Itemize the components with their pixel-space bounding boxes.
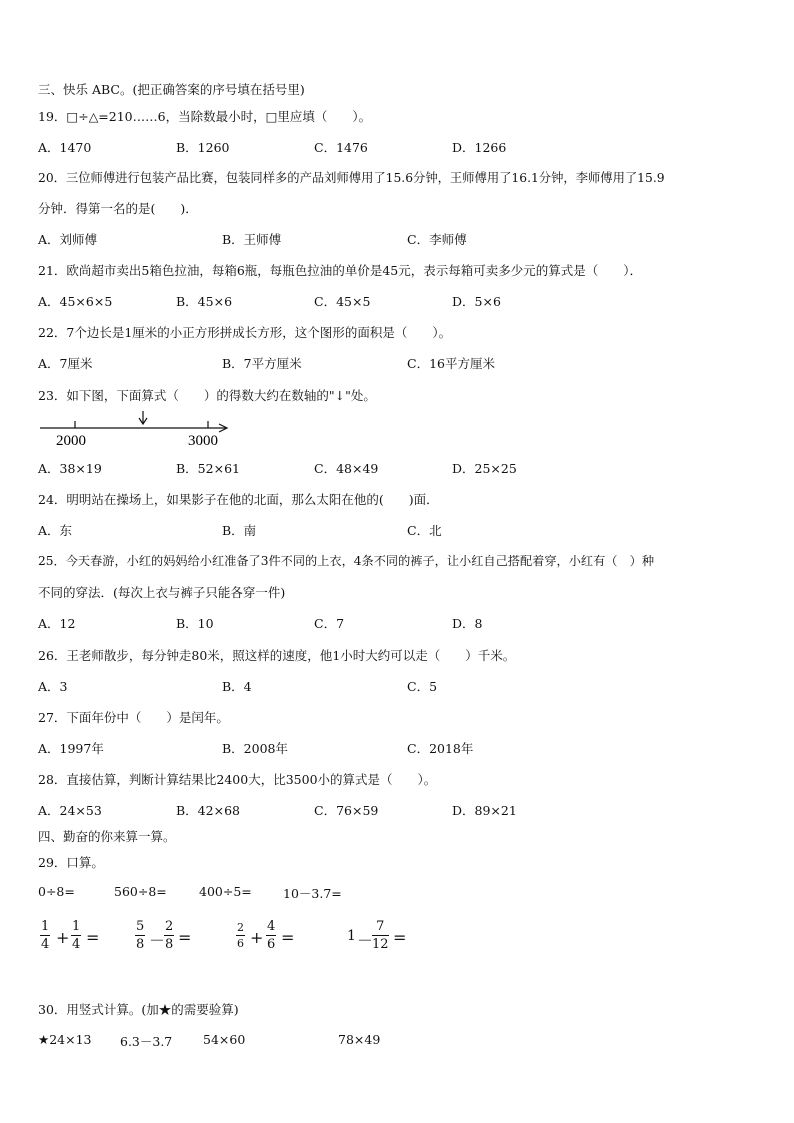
fraction-1-equals: =	[86, 928, 100, 947]
q20-option-c: C．李师傅	[407, 232, 467, 247]
vertical-calc-1: ★24×13	[38, 1032, 92, 1047]
fraction-3b	[266, 920, 276, 951]
fraction-2b	[164, 920, 174, 951]
q27-option-a: A．1997年	[38, 741, 104, 756]
oral-calc-1: 0÷8=	[38, 884, 75, 899]
q21-option-b: B．45×6	[176, 294, 233, 309]
q23-option-b: B．52×61	[176, 461, 240, 476]
q22-option-b: B．7平方厘米	[222, 356, 302, 371]
fraction-1a-denominator: 4	[41, 937, 50, 952]
q24-option-c: C．北	[407, 523, 442, 538]
q19-option-d: D．1266	[452, 140, 507, 155]
question-25-stem: 25．今天春游，小红的妈妈给小红准备了3件不同的上衣，4条不同的裤子，让小红自己搭配着穿，小红有（ ）种	[38, 554, 655, 568]
fraction-1b	[71, 920, 81, 951]
q21-option-d: D．5×6	[452, 294, 501, 309]
q28-option-c: C．76×59	[314, 803, 379, 818]
question-23-stem: 23．如下图，下面算式（ ）的得数大约在数轴的"↓"处。	[38, 388, 376, 403]
fraction-2b-numerator: 2	[165, 919, 174, 934]
vertical-calc-4: 78×49	[338, 1032, 381, 1047]
oral-calc-2: 560÷8=	[114, 884, 167, 899]
q19-option-c: C．1476	[314, 140, 368, 155]
fraction-2a-denominator: 8	[136, 937, 145, 952]
fraction-4-whole: 1	[347, 928, 356, 944]
oral-calc-4: 10－3.7=	[283, 886, 342, 901]
fraction-4-equals: =	[393, 928, 407, 947]
q27-option-c: C．2018年	[407, 741, 474, 756]
q23-option-a: A．38×19	[38, 461, 102, 476]
fraction-4b	[372, 920, 389, 951]
section-3-title: 三、快乐 ABC。(把正确答案的序号填在括号里)	[38, 82, 305, 97]
q20-option-b: B．王师傅	[222, 232, 282, 247]
q28-option-b: B．42×68	[176, 803, 240, 818]
fraction-3a-numerator: 2	[237, 921, 244, 934]
q28-option-a: A．24×53	[38, 803, 102, 818]
fraction-3-operator: +	[250, 928, 264, 947]
q25-option-d: D．8	[452, 616, 483, 631]
fraction-1b-denominator: 4	[72, 937, 81, 952]
q26-option-b: B．4	[222, 679, 252, 694]
question-26-stem: 26．王老师散步，每分钟走80米，照这样的速度，他1小时大约可以走（ ）千米。	[38, 648, 516, 663]
fraction-2a	[135, 920, 145, 951]
fraction-2-equals: =	[178, 928, 192, 947]
q23-option-d: D．25×25	[452, 461, 517, 476]
q24-option-b: B．南	[222, 523, 257, 538]
question-20-stem: 20．三位师傅进行包装产品比赛，包装同样多的产品刘师傅用了15.6分钟，王师傅用了16.1分钟，李师傅用了15.9	[38, 171, 665, 185]
q26-option-c: C．5	[407, 679, 438, 694]
vertical-calc-3: 54×60	[203, 1032, 246, 1047]
question-30-label: 30．用竖式计算。(加★的需要验算)	[38, 1002, 239, 1017]
oral-calc-3: 400÷5=	[199, 884, 252, 899]
section-4-title: 四、勤奋的你来算一算。	[38, 829, 176, 844]
q22-option-c: C．16平方厘米	[407, 356, 495, 371]
fraction-2b-denominator: 8	[165, 937, 174, 952]
fraction-4b-numerator: 7	[372, 920, 389, 936]
question-22-stem: 22．7个边长是1厘米的小正方形拼成长方形，这个图形的面积是（ ）。	[38, 325, 452, 340]
q25-option-c: C．7	[314, 616, 345, 631]
fraction-3-equals: =	[281, 928, 295, 947]
fraction-3b-denominator: 6	[267, 937, 276, 952]
q25-option-a: A．12	[38, 616, 76, 631]
fraction-3a-denominator: 6	[237, 937, 244, 950]
question-28-stem: 28．直接估算，判断计算结果比2400大，比3500小的算式是（ ）。	[38, 772, 437, 787]
q19-option-b: B．1260	[176, 140, 230, 155]
fraction-3a	[236, 922, 245, 949]
q21-option-a: A．45×6×5	[38, 294, 113, 309]
number-line	[38, 408, 238, 450]
q21-option-c: C．45×5	[314, 294, 371, 309]
fraction-2a-numerator: 5	[136, 919, 145, 934]
q20-option-a: A．刘师傅	[38, 232, 98, 247]
question-21-stem: 21．欧尚超市卖出5箱色拉油，每箱6瓶，每瓶色拉油的单价是45元，表示每箱可卖多少元的算式是（ ）．	[38, 263, 642, 278]
question-25-stem-cont: 不同的穿法．(每次上衣与裤子只能各穿一件)	[38, 585, 286, 600]
fraction-1b-numerator: 1	[72, 919, 81, 934]
fraction-4b-denominator: 12	[372, 937, 389, 952]
q24-option-a: A．东	[38, 523, 73, 538]
fraction-2-operator: －	[149, 931, 166, 950]
q26-option-a: A．3	[38, 679, 68, 694]
question-27-stem: 27．下面年份中（ ）是闰年。	[38, 710, 229, 725]
q23-option-c: C．48×49	[314, 461, 379, 476]
tick-label-2000: 2000	[56, 433, 86, 449]
fraction-1-operator: +	[56, 928, 70, 947]
q19-option-a: A．1470	[38, 140, 92, 155]
tick-label-3000: 3000	[188, 433, 218, 449]
question-29-label: 29．口算。	[38, 855, 104, 870]
fraction-1a	[40, 920, 50, 951]
question-24-stem: 24．明明站在操场上，如果影子在他的北面，那么太阳在他的( )面．	[38, 492, 439, 507]
vertical-calc-2: 6.3－3.7	[120, 1034, 173, 1049]
fraction-1a-numerator: 1	[41, 919, 50, 934]
q22-option-a: A．7厘米	[38, 356, 93, 371]
question-20-stem-cont: 分钟．得第一名的是( )．	[38, 201, 198, 216]
q27-option-b: B．2008年	[222, 741, 288, 756]
question-19-stem: 19．□÷△=210……6，当除数最小时，□里应填（ ）。	[38, 109, 372, 124]
fraction-4-operator: －	[357, 931, 374, 950]
fraction-3b-numerator: 4	[267, 919, 276, 934]
q28-option-d: D．89×21	[452, 803, 517, 818]
q25-option-b: B．10	[176, 616, 214, 631]
